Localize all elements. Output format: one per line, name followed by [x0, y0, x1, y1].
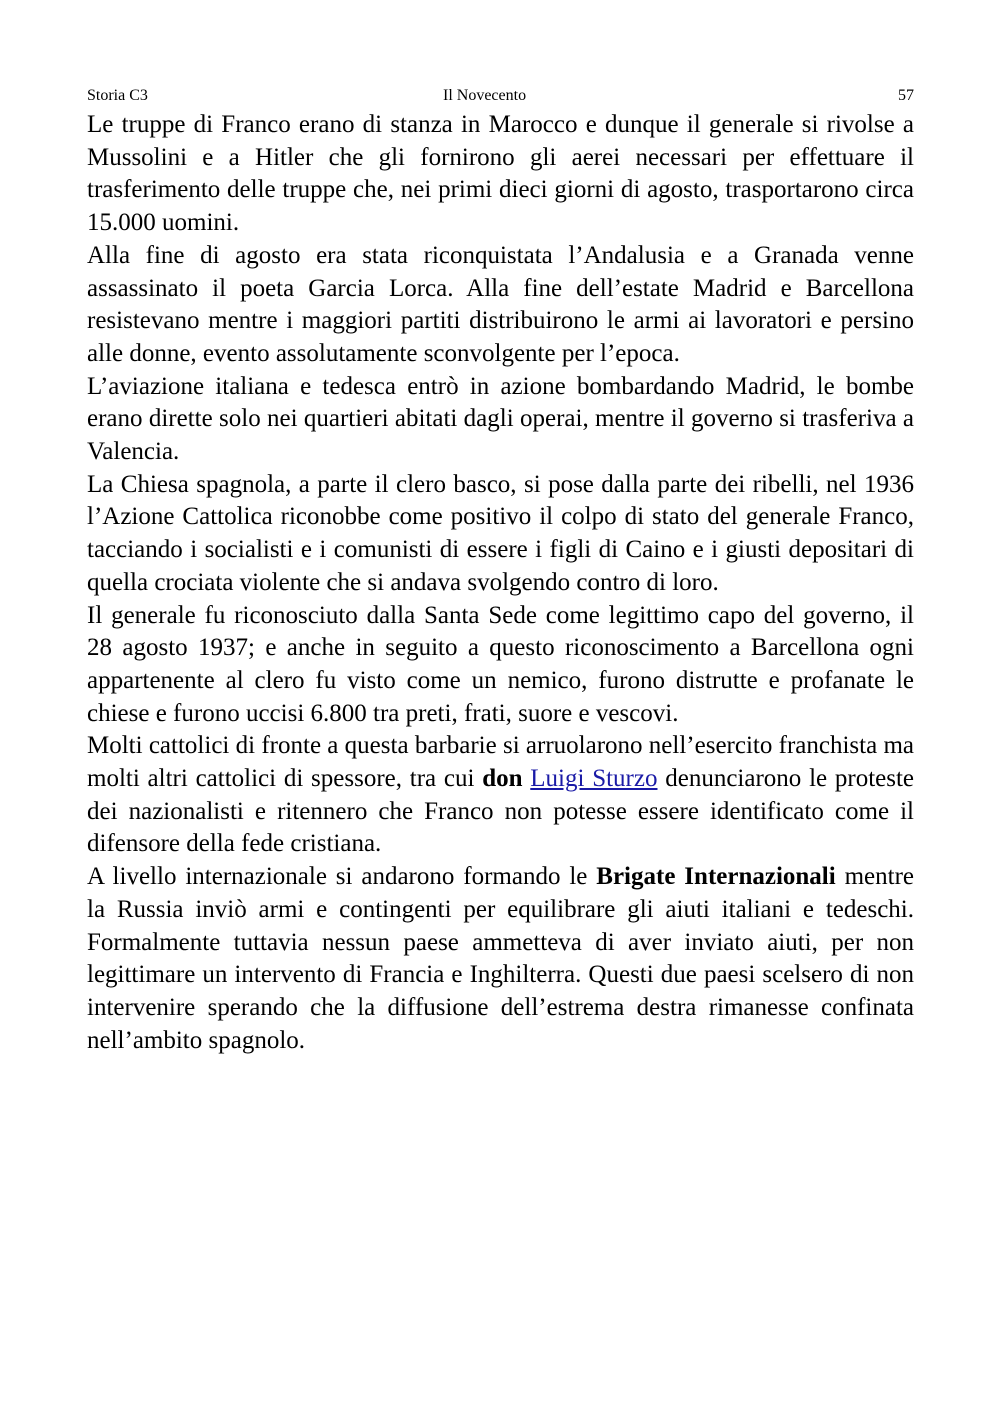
page-number: 57	[898, 87, 914, 104]
paragraph-andalusia: Alla fine di agosto era stata riconquistata l’Andalusia e a Granada venne assassinato il poeta Garcia Lorca. Alla fine dell’estate Madrid e Barcellona resistevano mentre i maggiori partiti distribuirono le armi ai lavoratori e persino alle donne, evento assolutamente sconvolgente per l’epoca.	[87, 241, 914, 367]
paragraph-international-brigades	[87, 861, 914, 1057]
page-header	[87, 86, 914, 106]
link-luigi-sturzo[interactable]: Luigi Sturzo	[530, 765, 658, 793]
paragraph-aviation: L’aviazione italiana e tedesca entrò in azione bombardando Madrid, le bombe erano dirette solo nei quartieri abitati dagli operai, mentre il governo si trasferiva a Valencia.	[87, 372, 914, 466]
bold-don: don	[482, 765, 523, 793]
paragraph-franco-troops: Le truppe di Franco erano di stanza in Marocco e dunque il generale si rivolse a Mussolini e a Hitler che gli fornirono gli aerei necessari per effettuare il trasferimento delle truppe che, nei primi dieci giorni di agosto, trasportarono circa 15.000 uomini.	[87, 111, 914, 237]
paragraph-brigades-text-2: mentre la Russia inviò armi e contingenti per equilibrare gli aiuti italiani e tedeschi. Formalmente tuttavia nessun paese ammetteva di aver inviato aiuti, per non legittimare un intervento di Francia e Inghilterra. Questi due paesi scelsero di non intervenire sperando che la diffusione dell’estrema destra rimanesse confinata nell’ambito spagnolo.	[87, 863, 914, 1054]
paragraph-catholics	[87, 730, 914, 861]
paragraph-brigades-text-1: A livello internazionale si andarono formando le	[87, 863, 597, 891]
paragraph-catholics-text-2: denunciarono le proteste dei nazionalisti e ritennero che Franco non potesse essere identificato come il difensore della fede cristiana.	[87, 765, 915, 858]
paragraph-holy-see: Il generale fu riconosciuto dalla Santa Sede come legittimo capo del governo, il 28 agosto 1937; e anche in seguito a questo riconoscimento a Barcellona ogni appartenente al clero fu visto come un nemico, furono distrutte e profanate le chiese e furono uccisi 6.800 tra preti, frati, suore e vescovi.	[87, 601, 914, 727]
paragraph-catholics-text-1: Molti cattolici di fronte a questa barbarie si arruolarono nell’esercito franchista ma molti altri cattolici di spessore, tra cui	[87, 732, 914, 793]
document-body	[87, 109, 914, 1057]
bold-brigate-internazionali: Brigate Internazionali	[596, 863, 836, 891]
paragraph-spanish-church: La Chiesa spagnola, a parte il clero basco, si pose dalla parte dei ribelli, nel 1936 l’Azione Cattolica riconobbe come positivo il colpo di stato del generale Franco, tacciando i socialisti e i comunisti di essere i figli di Caino e i giusti depositari di quella crociata violente che si andava svolgendo contro di loro.	[87, 470, 914, 596]
header-course-label: Storia C3	[87, 87, 148, 104]
header-title: Il Novecento	[443, 87, 527, 104]
